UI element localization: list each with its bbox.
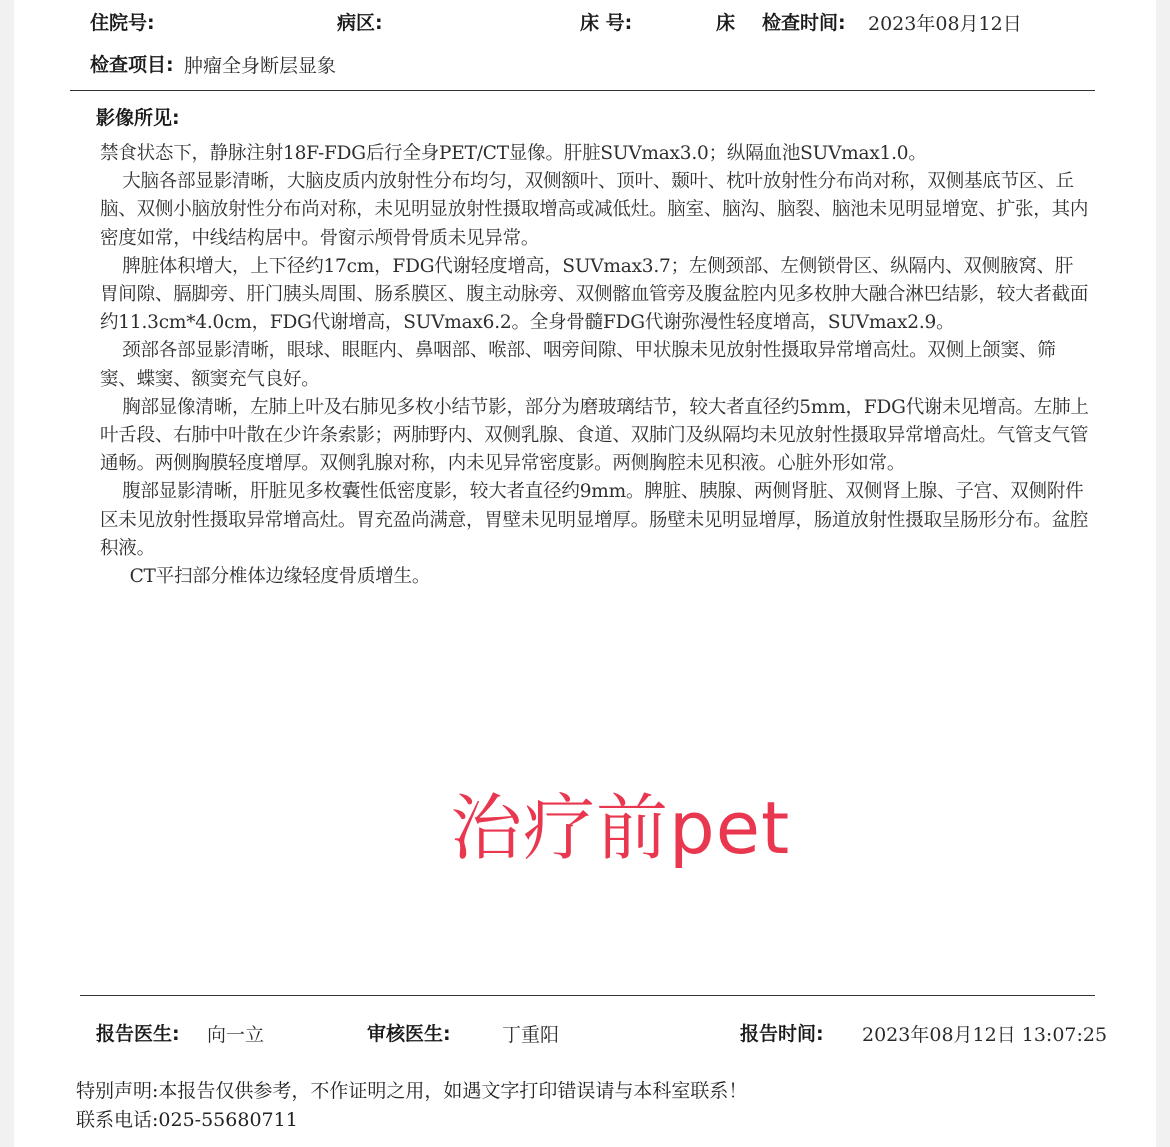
exam-time-label: 检查时间: (762, 12, 846, 34)
header-divider (70, 90, 1095, 91)
annotation-text: 治疗前pet (450, 786, 791, 870)
report-time-value: 2023年08月12日 13:07:25 (862, 1024, 1108, 1046)
findings-paragraph: 颈部各部显影清晰，眼球、眼眶内、鼻咽部、喉部、咽旁间隙、甲状腺未见放射性摄取异常增高灶。双侧上颌窦、筛窦、蝶窦、额窦充气良好。 (100, 340, 1056, 390)
disclaimer: 特别声明:本报告仅供参考，不作证明之用，如遇文字打印错误请与本科室联系！ (76, 1080, 748, 1102)
exam-item-value: 肿瘤全身断层显象 (184, 55, 337, 77)
ward-label: 病区: (337, 12, 383, 34)
footer-divider (80, 995, 1095, 996)
findings-paragraph: 脾脏体积增大，上下径约17cm，FDG代谢轻度增高，SUVmax3.7；左侧颈部、左侧锁骨区、纵隔内、双侧腋窝、肝胃间隙、膈脚旁、肝门胰头周围、肠系膜区、腹主动脉旁、双侧髂血管旁及腹盆腔内见多枚肿大融合淋巴结影，较大者截面约11.3cm*4.0cm，FDG代谢增高，SUVmax6.2。全身骨髓FDG代谢弥漫性轻度增高，SUVmax2.9。 (100, 255, 1089, 334)
reporting-doctor-label: 报告医生: (96, 1023, 180, 1045)
findings-paragraph: 大脑各部显影清晰，大脑皮质内放射性分布均匀，双侧额叶、顶叶、颞叶、枕叶放射性分布尚对称，双侧基底节区、丘脑、双侧小脑放射性分布尚对称，未见明显放射性摄取增高或减低灶。脑室、脑沟、脑裂、脑池未见明显增宽、扩张，其内密度如常，中线结构居中。骨窗示颅骨骨质未见异常。 (100, 171, 1089, 249)
report-time-label: 报告时间: (740, 1023, 824, 1045)
findings-paragraph: 腹部显影清晰，肝脏见多枚囊性低密度影，较大者直径约9mm。脾脏、胰腺、两侧肾脏、双侧肾上腺、子宫、双侧附件区未见放射性摄取异常增高灶。胃充盈尚满意，胃壁未见明显增厚。肠壁未见明显增厚，肠道放射性摄取呈肠形分布。盆腔积液。 (100, 481, 1089, 559)
exam-time-value: 2023年08月12日 (868, 13, 1022, 35)
inpatient-no-label: 住院号: (90, 12, 155, 34)
bed-no-label: 床 号: (580, 12, 633, 34)
reporting-doctor-value: 向一立 (207, 1024, 265, 1046)
bed-suffix: 床 (716, 12, 736, 34)
findings-paragraph: CT平扫部分椎体边缘轻度骨质增生。 (129, 566, 431, 588)
reviewing-doctor-value: 丁重阳 (502, 1024, 560, 1046)
findings-title: 影像所见: (96, 107, 180, 129)
findings-body (100, 140, 1090, 591)
findings-paragraph: 胸部显像清晰，左肺上叶及右肺见多枚小结节影，部分为磨玻璃结节，较大者直径约5mm，FDG代谢未见增高。左肺上叶舌段、右肺中叶散在少许条索影；两肺野内、双侧乳腺、食道、双肺门及纵隔均未见放射性摄取异常增高灶。气管支气管通畅。两侧胸膜轻度增厚。双侧乳腺对称，内未见异常密度影。两侧胸腔未见积液。心脏外形如常。 (100, 396, 1089, 475)
exam-item-label: 检查项目: (90, 54, 174, 76)
contact-phone: 联系电话:025-55680711 (76, 1109, 298, 1131)
report-page (14, 0, 1156, 1147)
findings-paragraph: 禁食状态下，静脉注射18F-FDG后行全身PET/CT显像。肝脏SUVmax3.0；纵隔血池SUVmax1.0。 (100, 143, 927, 164)
reviewing-doctor-label: 审核医生: (367, 1023, 451, 1045)
